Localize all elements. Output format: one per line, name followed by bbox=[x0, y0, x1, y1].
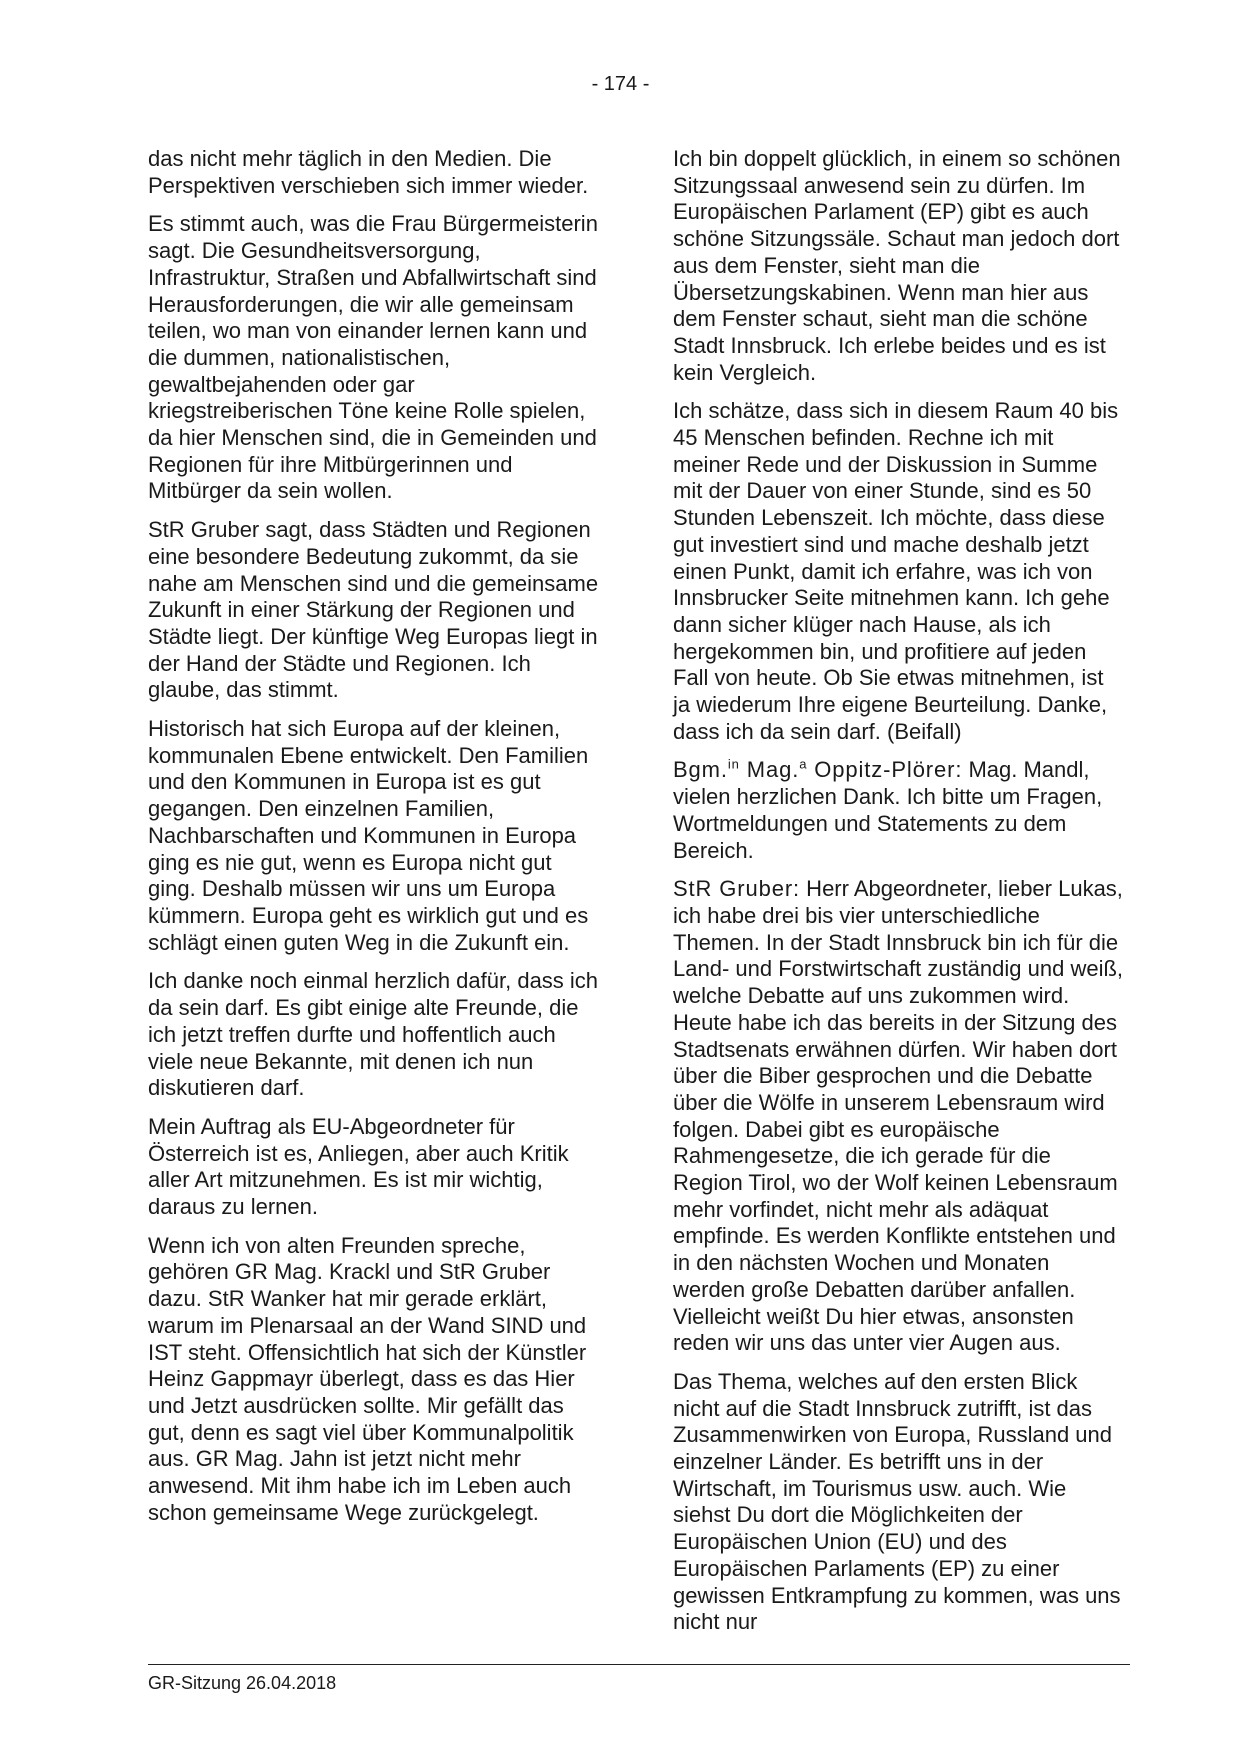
speaker-title: Mag. bbox=[739, 757, 800, 783]
speaker-name bbox=[673, 757, 962, 782]
footer-divider bbox=[148, 1664, 1130, 1665]
speaker-surname: Oppitz-Plörer: bbox=[807, 757, 963, 783]
paragraph: Historisch hat sich Europa auf der kleinen, kommunalen Ebene entwickelt. Den Familien und den Kommunen in Europa ist es gut gegangen. Den einzelnen Familien, Nachbarschaften und Kommunen in Europa ging es nie gut, wenn es Europa nicht gut ging. Deshalb müssen wir uns um Europa kümmern. Europa geht es wirklich gut und es schlägt einen guten Weg in die Zukunft ein. bbox=[148, 716, 589, 955]
speech-text: Herr Abgeordneter, lieber Lukas, ich habe drei bis vier unterschiedliche Themen. In der Stadt Innsbruck bin ich für die Land- und Forstwirtschaft zuständig und weiß, welche Debatte auf uns zukommen wird. Heute habe ich das bereits in der Sitzung des Stadtsenats erwähnen dürfen. Wir haben dort über die Biber gesprochen und die Debatte über die Wölfe in unserem Lebensraum wird folgen. Dabei gibt es europäische Rahmengesetze, die ich gerade für die Region Tirol, wo der Wolf keinen Lebensraum mehr vorfindet, nicht mehr als adäquat empfinde. Es werden Konflikte entstehen und in den nächsten Wochen und Monaten werden große Debatten darüber anfallen. Vielleicht weißt Du hier etwas, ansonsten reden wir uns das unter vier Augen aus. bbox=[673, 876, 1124, 1356]
right-column bbox=[673, 146, 1125, 1648]
paragraph: Ich danke noch einmal herzlich dafür, dass ich da sein darf. Es gibt einige alte Freunde, die ich jetzt treffen durfte und hoffentlich auch viele neue Bekannte, mit denen ich nun diskutieren darf. bbox=[148, 968, 599, 1101]
superscript: in bbox=[727, 757, 740, 773]
footer-text: GR-Sitzung 26.04.2018 bbox=[148, 1673, 337, 1693]
paragraph: Ich bin doppelt glücklich, in einem so schönen Sitzungssaal anwesend sein zu dürfen. Im Europäischen Parlament (EP) gibt es auch schöne Sitzungssäle. Schaut man jedoch dort aus dem Fenster, sieht man die Übersetzungskabinen. Wenn man hier aus dem Fenster schaut, sieht man die schöne Stadt Innsbruck. Ich erlebe beides und es ist kein Vergleich. bbox=[673, 146, 1121, 385]
left-column bbox=[148, 146, 600, 1538]
speech-text: Mag. Mandl, vielen herzlichen Dank. Ich bitte um Fragen, Wortmeldungen und Statements zu dem Bereich. bbox=[673, 757, 1103, 863]
page-number: - 174 - bbox=[591, 73, 650, 95]
paragraph: Mein Auftrag als EU-Abgeordneter für Österreich ist es, Anliegen, aber auch Kritik aller Art mitzunehmen. Es ist mir wichtig, daraus zu lernen. bbox=[148, 1113, 569, 1220]
paragraph: Ich schätze, dass sich in diesem Raum 40 bis 45 Menschen befinden. Rechne ich mit meiner Rede und der Diskussion in Summe mit der Dauer von einer Stunde, sind es 50 Stunden Lebenszeit. Ich möchte, dass diese gut investiert sind und mache deshalb jetzt einen Punkt, damit ich erfahre, was ich von Innsbrucker Seite mitnehmen kann. Ich gehe dann sicher klüger nach Hause, als ich hergekommen bin, und profitiere auf jeden Fall von heute. Ob Sie etwas mitnehmen, ist ja wiederum Ihre eigene Beurteilung. Danke, dass ich da sein darf. (Beifall) bbox=[673, 398, 1119, 744]
paragraph: Das Thema, welches auf den ersten Blick nicht auf die Stadt Innsbruck zutrifft, ist das Zusammenwirken von Europa, Russland und einzelner Länder. Es betrifft uns in der Wirtschaft, im Tourismus usw. auch. Wie siehst Du dort die Möglichkeiten der Europäischen Union (EU) und des Europäischen Parlaments (EP) zu einer gewissen Entkrampfung zu kommen, was uns nicht nur bbox=[673, 1368, 1121, 1635]
paragraph: Es stimmt auch, was die Frau Bürgermeisterin sagt. Die Gesundheitsversorgung, Infrastruktur, Straßen und Abfallwirtschaft sind Herausforderungen, die wir alle gemeinsam teilen, wo man von einander lernen kann und die dummen, nationalistischen, gewaltbejahenden oder gar kriegstreiberischen Töne keine Rolle spielen, da hier Menschen sind, die in Gemeinden und Regionen für ihre Mitbürgerinnen und Mitbürger da sein wollen. bbox=[148, 211, 598, 504]
speaker-title: Bgm. bbox=[673, 757, 728, 783]
paragraph-speaker-gruber bbox=[673, 876, 1125, 1357]
paragraph-speaker-mayor bbox=[673, 757, 1125, 864]
speaker-name: StR Gruber: bbox=[673, 876, 801, 902]
paragraph: StR Gruber sagt, dass Städten und Regionen eine besondere Bedeutung zukommt, da sie nahe am Menschen sind und die gemeinsame Zukunft in einer Stärkung der Regionen und Städte liegt. Der künftige Weg Europas liegt in der Hand der Städte und Regionen. Ich glaube, das stimmt. bbox=[148, 517, 599, 703]
superscript: a bbox=[799, 757, 808, 773]
paragraph: das nicht mehr täglich in den Medien. Die Perspektiven verschieben sich immer wieder. bbox=[148, 146, 589, 198]
paragraph: Wenn ich von alten Freunden spreche, gehören GR Mag. Krackl und StR Gruber dazu. StR Wanker hat mir gerade erklärt, warum im Plenarsaal an der Wand SIND und IST steht. Offensichtlich hat sich der Künstler Heinz Gappmayr überlegt, dass es das Hier und Jetzt ausdrücken sollte. Mir gefällt das gut, denn es sagt viel über Kommunalpolitik aus. GR Mag. Jahn ist jetzt nicht mehr anwesend. Mit ihm habe ich im Leben auch schon gemeinsame Wege zurückgelegt. bbox=[148, 1232, 587, 1525]
